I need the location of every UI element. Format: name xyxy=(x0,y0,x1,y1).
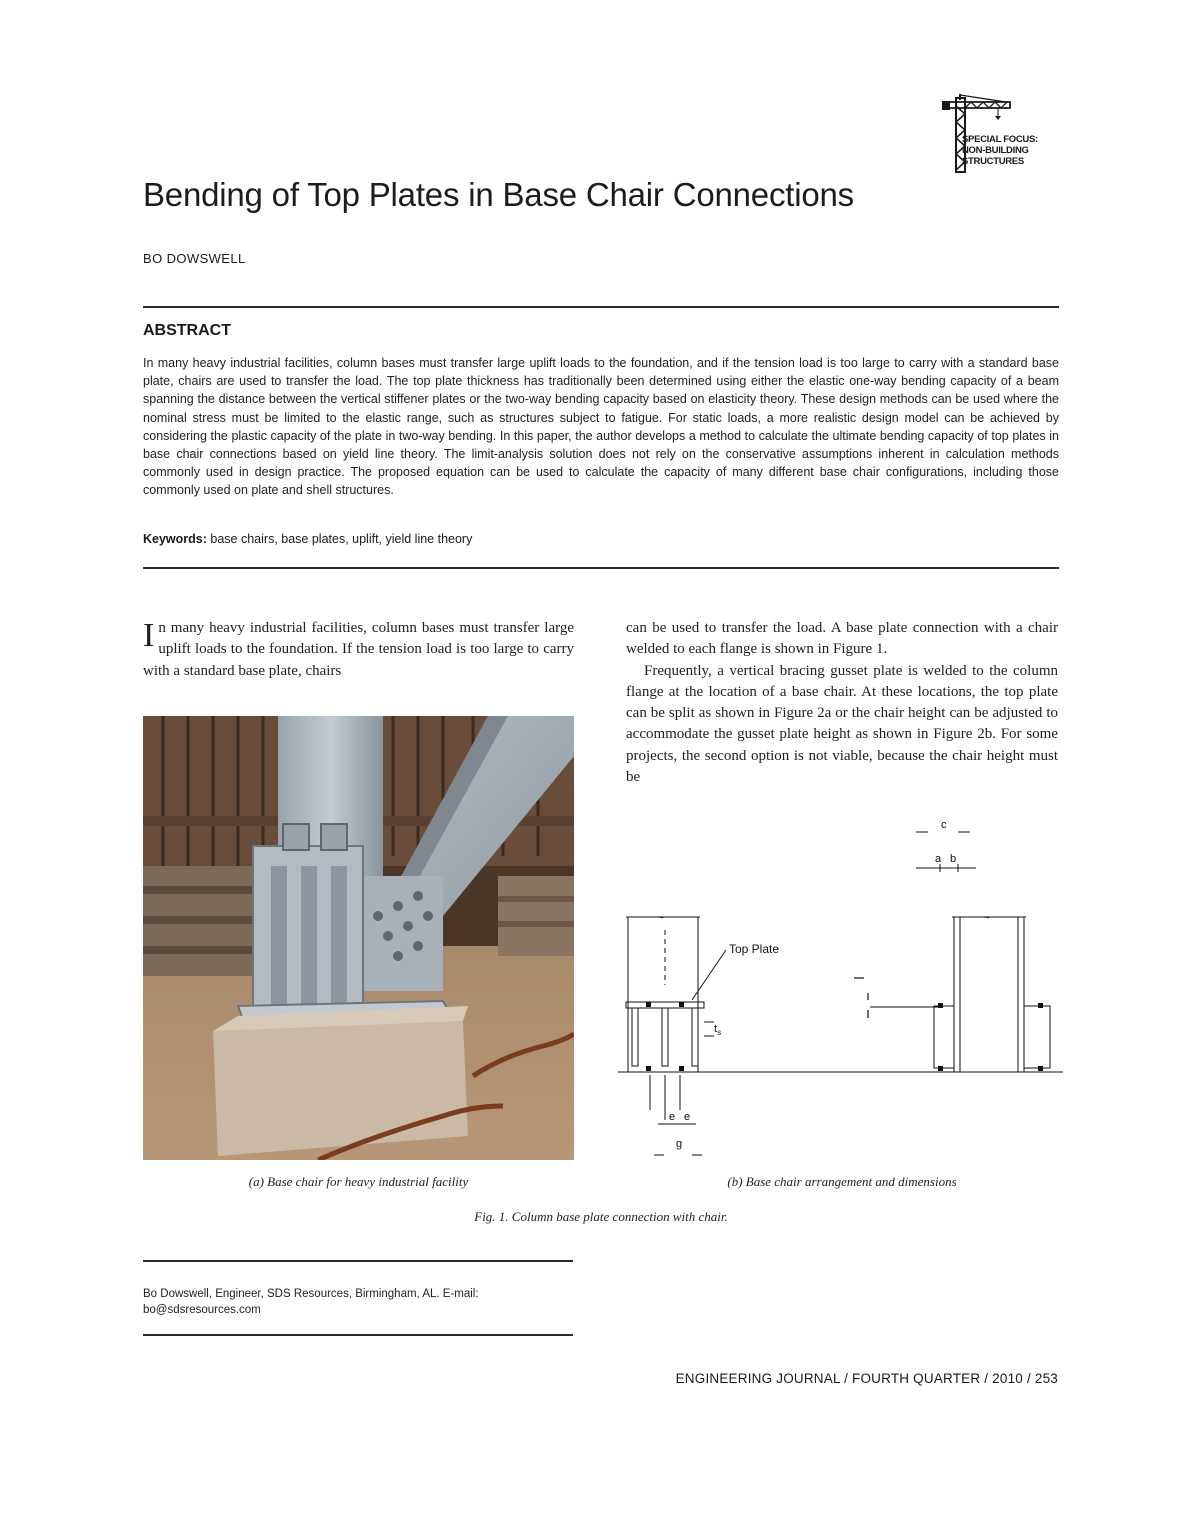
keywords-label: Keywords: xyxy=(143,532,207,546)
body-right-column xyxy=(626,618,1058,788)
paper-title: Bending of Top Plates in Base Chair Connections xyxy=(143,176,854,213)
abstract-heading: ABSTRACT xyxy=(143,322,231,339)
author-affiliation: Bo Dowswell, Engineer, SDS Resources, Birmingham, AL. E-mail: bo@sdsresources.com xyxy=(143,1288,479,1316)
divider xyxy=(143,306,1059,308)
body-left-text: n many heavy industrial facilities, column bases must transfer large uplift loads to the foundation. If the tension load is too large to carry with a standard base plate, chairs xyxy=(143,620,574,679)
dim-label-g: g xyxy=(676,1138,683,1150)
divider xyxy=(143,1334,573,1336)
dim-label-a: a xyxy=(935,853,942,865)
page-footer: ENGINEERING JOURNAL / FOURTH QUARTER / 2010 / 253 xyxy=(675,1371,1058,1386)
figure-caption-a: (a) Base chair for heavy industrial facility xyxy=(248,1174,469,1189)
top-plate-label: Top Plate xyxy=(729,942,780,956)
dim-label-ts: $t_s$ xyxy=(714,1023,722,1037)
abstract-body: In many heavy industrial facilities, column bases must transfer large uplift loads to the foundation, and if the tension load is too large to carry with a standard base plate, chairs are used to transfer the load. The top plate thickness has traditionally been determined using either the elastic one-way bending capacity of a beam spanning the distance between the vertical stiffener plates or the two-way bending capacity based on elasticity theory. These design methods can be used where the nominal stress must be limited to the elastic range, such as structures subject to fatigue. For static loads, a more realistic design model can be achieved by considering the plastic capacity of the plate in two-way bending. In this paper, the author develops a method to calculate the ultimate bending capacity of top plates in base chair connections based on yield line theory. The limit-analysis solution does not rely on the conservative assumptions inherent in calculation methods commonly used in design practice. The proposed equation can be used to calculate the capacity of many different base chair configurations, including those commonly used on plate and shell structures. xyxy=(143,356,1059,498)
special-focus-badge xyxy=(940,92,1060,174)
dropcap: I xyxy=(143,617,155,654)
figure-caption: Fig. 1. Column base plate connection with chair. xyxy=(474,1209,728,1224)
dim-label-b: b xyxy=(950,853,957,865)
keywords-list: base chairs, base plates, uplift, yield line theory xyxy=(210,532,473,546)
svg-text:~: ~ xyxy=(658,913,664,924)
svg-text:~: ~ xyxy=(984,913,990,924)
dim-label-e2: e xyxy=(684,1111,691,1123)
divider xyxy=(143,567,1059,569)
keywords xyxy=(143,532,472,546)
dim-label-e1: e xyxy=(669,1111,676,1123)
body-left-paragraph xyxy=(143,618,574,682)
dim-label-c: c xyxy=(941,819,947,831)
body-right-paragraph-1: can be used to transfer the load. A base plate connection with a chair welded to each flange is shown in Figure 1. xyxy=(626,620,1058,658)
badge-line-2: NON-BUILDING xyxy=(962,145,1029,156)
divider xyxy=(143,1260,573,1262)
author-name: BO DOWSWELL xyxy=(143,251,246,266)
badge-line-1: SPECIAL FOCUS: xyxy=(962,134,1038,145)
body-right-paragraph-2: Frequently, a vertical bracing gusset plate is welded to the column flange at the location of a base chair. At these locations, the top plate can be split as shown in Figure 2a or the chair height can be adjusted to accommodate the gusset plate height as shown in Figure 2b. For some projects, the second option is not viable, because the chair height must be xyxy=(626,662,1058,786)
base-chair-diagram xyxy=(618,810,1063,1165)
badge-line-3: STRUCTURES xyxy=(962,156,1024,167)
base-chair-photo xyxy=(143,716,574,1160)
figure-caption-b: (b) Base chair arrangement and dimensions xyxy=(727,1174,957,1189)
